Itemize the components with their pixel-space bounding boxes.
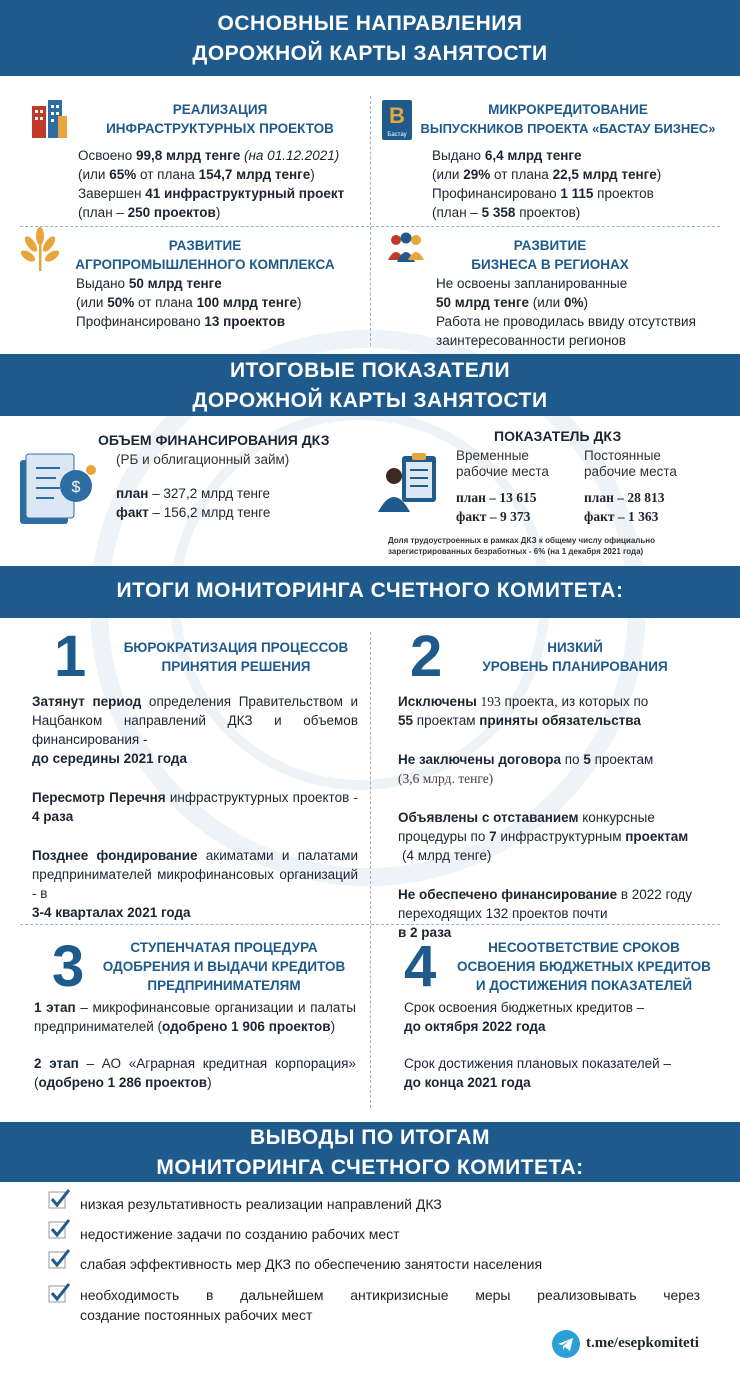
dir1-title: РЕАЛИЗАЦИЯ ИНФРАСТРУКТУРНЫХ ПРОЕКТОВ <box>106 102 334 136</box>
result-4-number: 4 <box>404 934 437 999</box>
header-final-indicators: ИТОГОВЫЕ ПОКАЗАТЕЛИ ДОРОЖНОЙ КАРТЫ ЗАНЯТОСТИ <box>0 354 740 416</box>
result-3-number: 3 <box>52 934 85 999</box>
checkmark-icon <box>48 1282 70 1304</box>
dir2-title: МИКРОКРЕДИТОВАНИЕ ВЫПУСКНИКОВ ПРОЕКТА «БАСТАУ БИЗНЕС» <box>420 102 716 136</box>
people-icon <box>386 232 426 262</box>
clipboard-person-icon <box>376 452 440 514</box>
result-2-title: НИЗКИЙ УРОВЕНЬ ПЛАНИРОВАНИЯ <box>482 640 668 674</box>
checkmark-icon <box>48 1248 70 1270</box>
dir1-body: Освоено 99,8 млрд тенге (на 01.12.2021) (или 65% от плана 154,7 млрд тенге) Завершен 41 инфраструктурный проект (план – 250 проектов) <box>78 148 345 220</box>
document-coin-icon <box>16 452 98 528</box>
indicator-title: ПОКАЗАТЕЛЬ ДКЗ <box>494 428 622 444</box>
indicator-note: Доля трудоустроенных в рамках ДКЗ к общему числу официально зарегистрированных безработных - 6% (на 1 декабря 2021 года) <box>388 536 656 556</box>
telegram-link[interactable]: t.me/esepkomiteti <box>586 1335 699 1351</box>
header-main-directions <box>0 0 740 76</box>
checkmark-icon <box>48 1218 70 1240</box>
result-3-title: СТУПЕНЧАТАЯ ПРОЦЕДУРА ОДОБРЕНИЯ И ВЫДАЧИ КРЕДИТОВ ПРЕДПРИНИМАТЕЛЯМ <box>102 940 346 993</box>
header-line-2: ДОРОЖНОЙ КАРТЫ ЗАНЯТОСТИ <box>192 42 548 65</box>
dir3-body: Выдано 50 млрд тенге (или 50% от плана 100 млрд тенге) Профинансировано 13 проектов <box>76 276 302 329</box>
conclusion-item: необходимость в дальнейшем антикризисные меры реализовывать через создание постоянных рабочих мест <box>80 1287 700 1323</box>
dir3-title: РАЗВИТИЕ АГРОПРОМЫШЛЕННОГО КОМПЛЕКСА <box>75 238 335 272</box>
dir2-body: Выдано 6,4 млрд тенге (или 29% от плана 22,5 млрд тенге) Профинансировано 1 115 проектов (план – 5 358 проектов) <box>432 148 662 220</box>
checkmark-icon <box>48 1188 70 1210</box>
result-1-number: 1 <box>54 624 87 689</box>
result-2-body: Исключены 193 проекта, из которых по 55 проектам приняты обязательства Не заключены договора по 5 проектам (3,6 млрд. тенге) Объявлены с отставанием конкурсные процедуры по 7 инфраструктурным проектам (4 млрд тенге) Не обеспечено финансирование в 2022 году переходящих 132 проектов почти в 2 раза <box>398 694 693 940</box>
result-4-title: НЕСООТВЕТСТВИЕ СРОКОВ ОСВОЕНИЯ БЮДЖЕТНЫХ КРЕДИТОВ И ДОСТИЖЕНИЯ ПОКАЗАТЕЛЕЙ <box>457 940 711 993</box>
result-2-number: 2 <box>410 624 443 689</box>
result-1-title: БЮРОКРАТИЗАЦИЯ ПРОЦЕССОВ ПРИНЯТИЯ РЕШЕНИЯ <box>123 640 349 674</box>
header-monitoring-results: ИТОГИ МОНИТОРИНГА СЧЕТНОГО КОМИТЕТА: <box>0 566 740 618</box>
finance-title: ОБЪЕМ ФИНАНСИРОВАНИЯ ДКЗ <box>98 432 330 448</box>
conclusion-item: недостижение задачи по созданию рабочих мест <box>80 1226 400 1242</box>
indicator-col1-values: план – 13 615 факт – 9 373 <box>456 490 537 524</box>
header-conclusions: ВЫВОДЫ ПО ИТОГАМ МОНИТОРИНГА СЧЕТНОГО КОМИТЕТА: <box>0 1122 740 1182</box>
result-3-body: 1 этап – микрофинансовые организации и палаты предпринимателей (одобрено 1 906 проектов) 2 этап – АО «Аграрная кредитная корпорация» (одобрено 1 286 проектов) <box>34 1000 356 1090</box>
bastau-logo-icon: B Бастау <box>382 100 412 140</box>
finance-subtitle: (РБ и облигационный займ) <box>116 452 290 467</box>
divider-vertical-2 <box>370 632 371 1108</box>
conclusion-item: слабая эффективность мер ДКЗ по обеспечению занятости населения <box>80 1256 543 1272</box>
conclusion-item: низкая результативность реализации направлений ДКЗ <box>80 1196 442 1212</box>
wheat-icon <box>20 226 60 272</box>
indicator-col2-values: план – 28 813 факт – 1 363 <box>584 490 665 524</box>
finance-values: план – 327,2 млрд тенге факт – 156,2 млрд тенге <box>116 486 271 520</box>
header-line-1: ОСНОВНЫЕ НАПРАВЛЕНИЯ <box>217 12 523 35</box>
divider-horizontal <box>20 226 720 227</box>
dir4-body: Не освоены запланированные 50 млрд тенге (или 0%) Работа не проводилась ввиду отсутствия заинтересованности регионов <box>436 276 696 348</box>
result-4-body: Срок освоения бюджетных кредитов – до октября 2022 года Срок достижения плановых показателей – до конца 2021 года <box>404 1000 671 1090</box>
svg-text:$: $ <box>71 479 81 496</box>
buildings-icon <box>30 98 68 138</box>
indicator-col2-header: Постоянные рабочие места <box>584 448 677 479</box>
telegram-icon[interactable] <box>552 1330 580 1358</box>
result-1-body: Затянут период определения Правительством и Нацбанком направлений ДКЗ и объемов финансирования - до середины 2021 года Пересмотр Перечня инфраструктурных проектов - 4 раза Позднее фондирование акиматами и палатами предпринимателей микрофинансовых организаций - в 3-4 кварталах 2021 года <box>32 694 359 920</box>
dir4-title: РАЗВИТИЕ БИЗНЕСА В РЕГИОНАХ <box>471 238 629 272</box>
indicator-col1-header: Временные рабочие места <box>456 448 549 479</box>
